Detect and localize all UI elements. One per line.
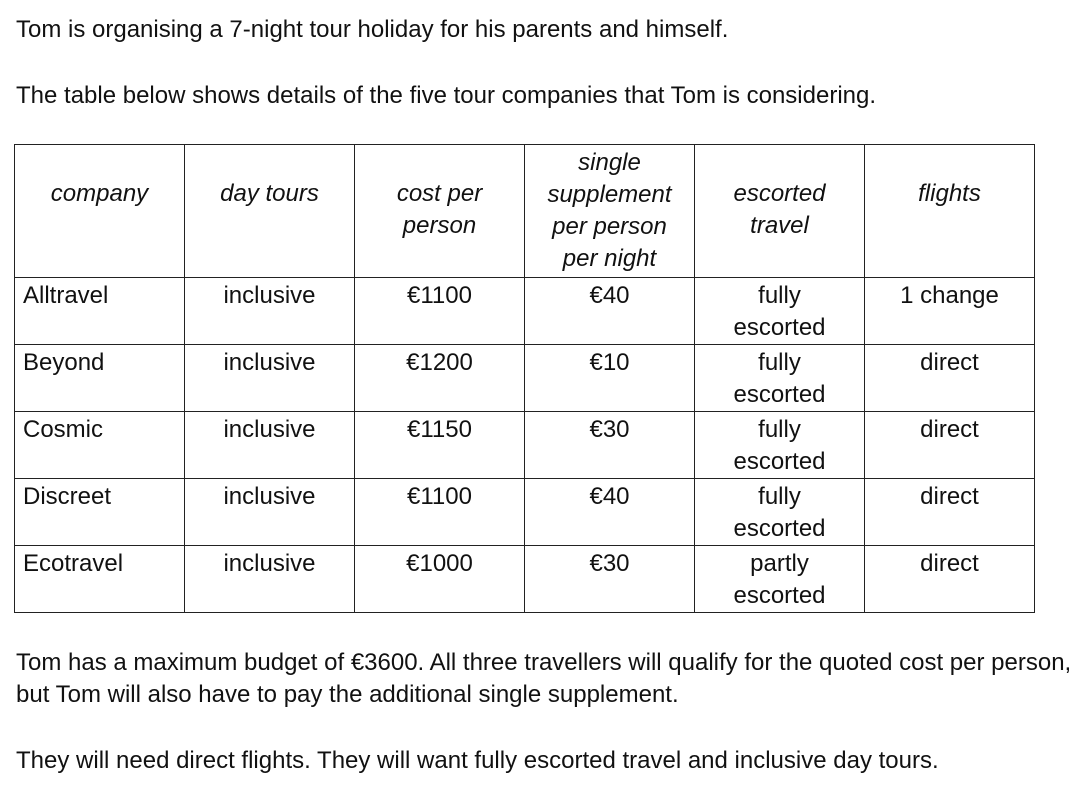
cell-flights <box>865 278 1035 345</box>
company-name: Discreet <box>23 483 112 510</box>
cell-day-tours <box>185 278 355 345</box>
escorted-line-2: escorted <box>733 381 826 408</box>
header-day-tours <box>185 145 355 278</box>
header-escorted-line-2: travel <box>750 212 809 239</box>
budget-paragraph: Tom has a maximum budget of €3600. All three travellers will qualify for the quoted cost per person, but Tom will also have to pay the additional single supplement. <box>16 649 1072 708</box>
cell-company <box>15 479 185 546</box>
escorted-line-2: escorted <box>733 448 826 475</box>
company-name: Cosmic <box>23 416 104 443</box>
header-cost-line-1: cost per <box>396 180 483 207</box>
requirements-sentence: They will need direct flights. They will want fully escorted travel and inclusive day tours. <box>16 747 939 774</box>
table-intro-sentence: The table below shows details of the five tour companies that Tom is considering. <box>16 82 877 109</box>
flights-value: direct <box>920 483 979 510</box>
single-supplement-value: €30 <box>589 550 630 577</box>
cell-escorted <box>695 546 865 613</box>
cell-day-tours <box>185 345 355 412</box>
cell-day-tours <box>185 479 355 546</box>
escorted-line-1: fully <box>758 483 801 510</box>
cost-value: €1000 <box>406 550 473 577</box>
escorted-line-2: escorted <box>733 582 826 609</box>
flights-value: 1 change <box>900 282 999 309</box>
cell-single <box>525 412 695 479</box>
header-flights <box>865 145 1035 278</box>
table-header-row <box>15 145 1035 278</box>
single-supplement-value: €40 <box>589 282 630 309</box>
escorted-line-2: escorted <box>733 515 826 542</box>
cost-value: €1100 <box>407 282 472 309</box>
cell-company <box>15 345 185 412</box>
cell-day-tours <box>185 546 355 613</box>
cell-single <box>525 479 695 546</box>
day-tours-value: inclusive <box>223 282 316 309</box>
escorted-line-2: escorted <box>733 314 826 341</box>
table-row <box>15 345 1035 412</box>
header-company-label: company <box>50 180 149 207</box>
header-single-supplement <box>525 145 695 278</box>
header-flights-label: flights <box>918 180 981 207</box>
intro-sentence: Tom is organising a 7-night tour holiday for his parents and himself. <box>16 16 729 43</box>
escorted-line-1: fully <box>758 282 801 309</box>
single-supplement-value: €40 <box>589 483 630 510</box>
table-row <box>15 412 1035 479</box>
flights-value: direct <box>920 550 979 577</box>
cell-cost <box>355 479 525 546</box>
header-cost-per-person <box>355 145 525 278</box>
cell-flights <box>865 546 1035 613</box>
cell-escorted <box>695 479 865 546</box>
day-tours-value: inclusive <box>223 349 316 376</box>
cell-day-tours <box>185 412 355 479</box>
cell-single <box>525 278 695 345</box>
cell-company <box>15 278 185 345</box>
day-tours-value: inclusive <box>223 550 316 577</box>
flights-value: direct <box>920 416 979 443</box>
cell-single <box>525 345 695 412</box>
escorted-line-1: fully <box>758 416 801 443</box>
header-escorted-travel <box>695 145 865 278</box>
company-name: Alltravel <box>23 282 109 309</box>
header-company <box>15 145 185 278</box>
company-name: Ecotravel <box>23 550 124 577</box>
header-day-tours-label: day tours <box>220 180 319 207</box>
cell-company <box>15 412 185 479</box>
cost-value: €1150 <box>407 416 472 443</box>
cell-single <box>525 546 695 613</box>
flights-value: direct <box>920 349 979 376</box>
cost-value: €1100 <box>407 483 472 510</box>
cell-cost <box>355 546 525 613</box>
single-supplement-value: €30 <box>589 416 630 443</box>
header-single-line-4: per night <box>562 245 657 272</box>
cell-flights <box>865 479 1035 546</box>
header-cost-line-2: person <box>402 212 477 239</box>
table-row <box>15 546 1035 613</box>
cell-cost <box>355 345 525 412</box>
cost-value: €1200 <box>406 349 473 376</box>
cell-cost <box>355 412 525 479</box>
header-escorted-line-1: escorted <box>733 180 826 207</box>
table-row <box>15 278 1035 345</box>
header-single-line-1: single <box>578 149 641 176</box>
cell-escorted <box>695 345 865 412</box>
tour-companies-table <box>14 144 1035 613</box>
day-tours-value: inclusive <box>223 416 316 443</box>
cell-escorted <box>695 412 865 479</box>
cell-escorted <box>695 278 865 345</box>
day-tours-value: inclusive <box>223 483 316 510</box>
cell-cost <box>355 278 525 345</box>
cell-company <box>15 546 185 613</box>
table-row <box>15 479 1035 546</box>
header-single-line-3: per person <box>552 213 667 240</box>
company-name: Beyond <box>23 349 105 376</box>
single-supplement-value: €10 <box>589 349 630 376</box>
cell-flights <box>865 412 1035 479</box>
header-single-line-2: supplement <box>547 181 672 208</box>
cell-flights <box>865 345 1035 412</box>
escorted-line-1: fully <box>758 349 801 376</box>
escorted-line-1: partly <box>750 550 809 577</box>
